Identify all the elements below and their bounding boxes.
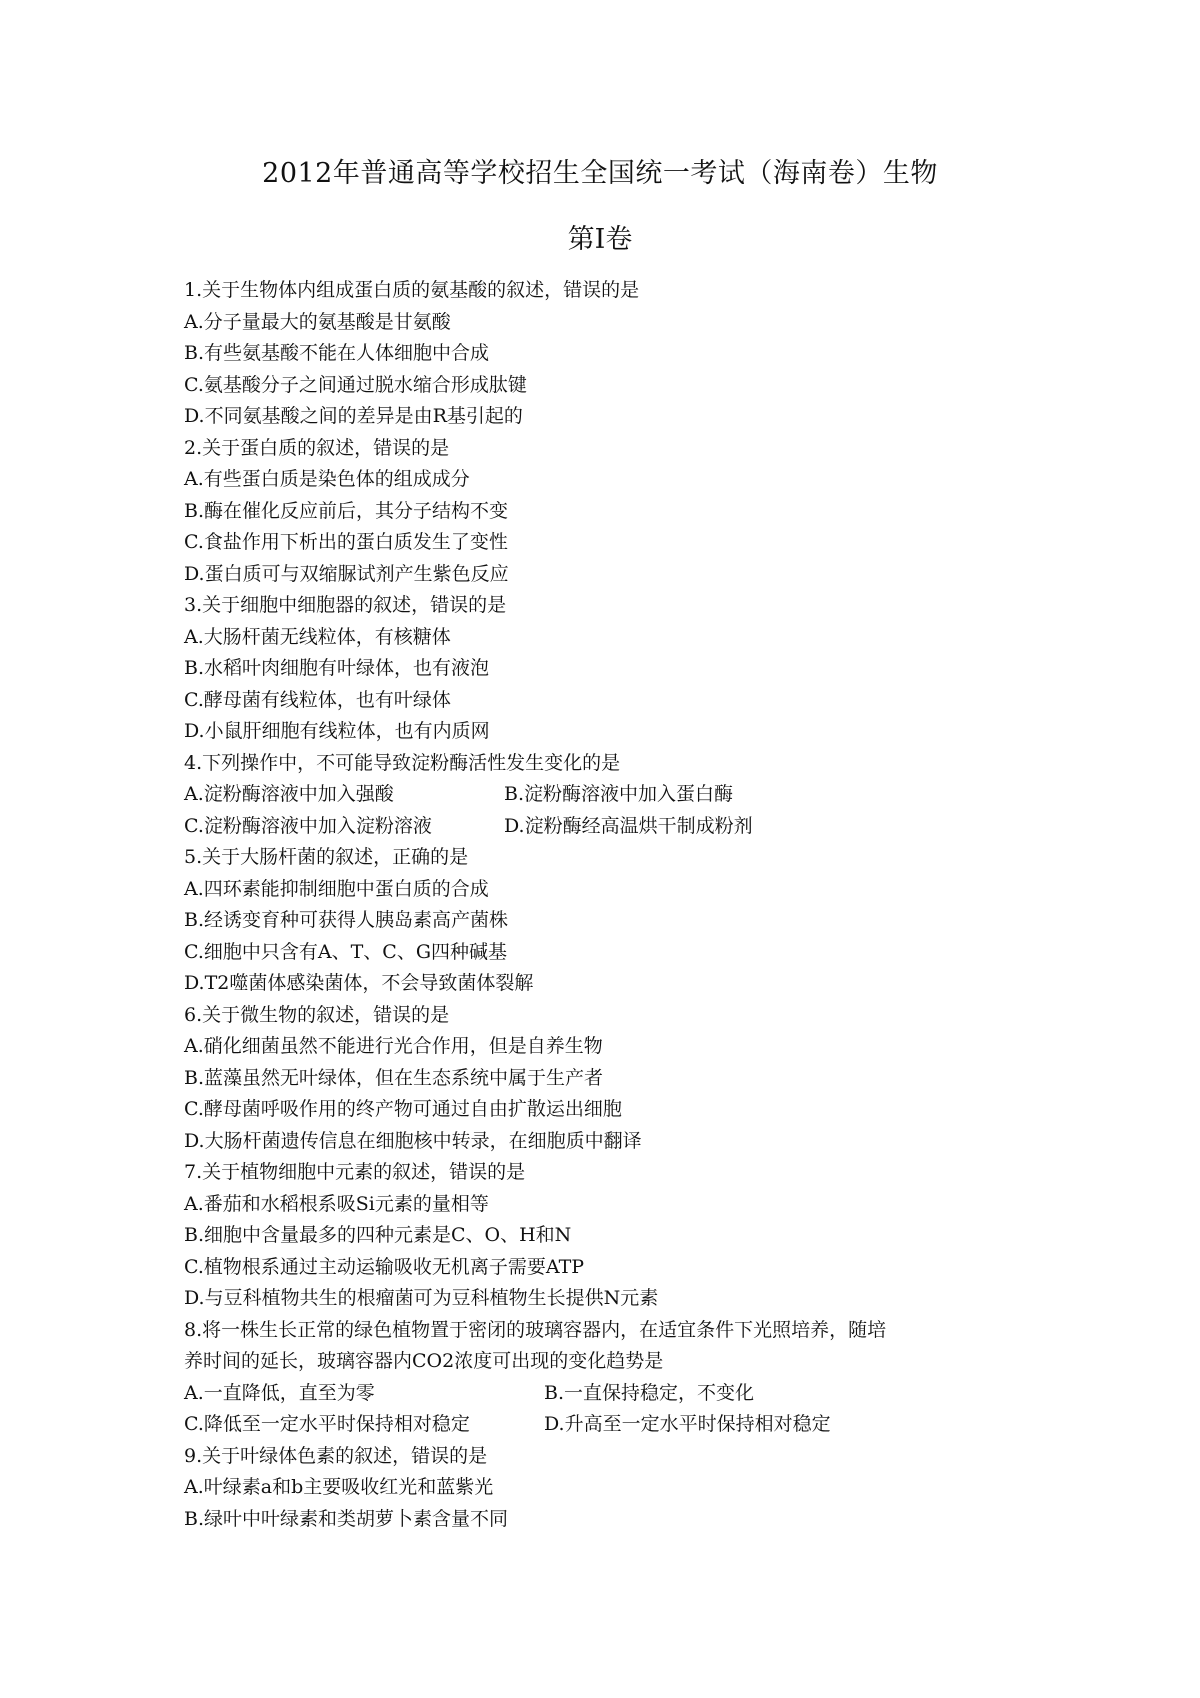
answer-option: C.降低至一定水平时保持相对稳定	[184, 1413, 470, 1435]
section-title: 第I卷	[567, 224, 633, 255]
answer-option: A.大肠杆菌无线粒体，有核糖体	[184, 625, 451, 648]
answer-option: D.小鼠肝细胞有线粒体，也有内质网	[184, 720, 490, 742]
question-stem: 4.下列操作中，不可能导致淀粉酶活性发生变化的是	[184, 751, 621, 774]
question-stem: 2.关于蛋白质的叙述，错误的是	[184, 436, 450, 459]
answer-option: D.淀粉酶经高温烘干制成粉剂	[504, 814, 753, 837]
question-stem-continued: 养时间的延长，玻璃容器内CO2浓度可出现的变化趋势是	[184, 1350, 664, 1372]
question-stem: 9.关于叶绿体色素的叙述，错误的是	[184, 1444, 488, 1467]
question-list	[184, 275, 1004, 1535]
answer-option: D.升高至一定水平时保持相对稳定	[544, 1413, 831, 1435]
answer-option: B.酶在催化反应前后，其分子结构不变	[184, 499, 509, 522]
page-title: 2012年普通高等学校招生全国统一考试（海南卷）生物	[262, 158, 938, 189]
answer-option: D.大肠杆菌遗传信息在细胞核中转录，在细胞质中翻译	[184, 1129, 642, 1152]
answer-option: B.淀粉酶溶液中加入蛋白酶	[504, 783, 734, 805]
question-stem: 5.关于大肠杆菌的叙述，正确的是	[184, 846, 469, 868]
answer-option: B.细胞中含量最多的四种元素是C、O、H和N	[184, 1224, 572, 1246]
answer-option: A.淀粉酶溶液中加入强酸	[184, 783, 394, 805]
answer-option: C.植物根系通过主动运输吸收无机离子需要ATP	[184, 1255, 585, 1278]
answer-option: D.与豆科植物共生的根瘤菌可为豆科植物生长提供N元素	[184, 1287, 659, 1309]
option-row	[184, 811, 1004, 843]
answer-option: A.一直降低，直至为零	[184, 1381, 375, 1404]
answer-option: B.一直保持稳定，不变化	[544, 1381, 755, 1404]
answer-option: A.四环素能抑制细胞中蛋白质的合成	[184, 877, 489, 900]
answer-option: D.蛋白质可与双缩脲试剂产生紫色反应	[184, 562, 509, 585]
option-row	[184, 779, 1004, 811]
answer-option: C.酵母菌有线粒体，也有叶绿体	[184, 688, 451, 711]
answer-option: D.不同氨基酸之间的差异是由R基引起的	[184, 405, 523, 427]
answer-option: C.淀粉酶溶液中加入淀粉溶液	[184, 814, 432, 837]
question-stem: 7.关于植物细胞中元素的叙述，错误的是	[184, 1161, 526, 1183]
answer-option: B.有些氨基酸不能在人体细胞中合成	[184, 342, 490, 364]
question-stem: 6.关于微生物的叙述，错误的是	[184, 1003, 450, 1026]
answer-option: B.蓝藻虽然无叶绿体，但在生态系统中属于生产者	[184, 1066, 604, 1089]
option-row	[184, 1378, 1004, 1410]
answer-option: C.氨基酸分子之间通过脱水缩合形成肽键	[184, 373, 527, 396]
answer-option: B.绿叶中叶绿素和类胡萝卜素含量不同	[184, 1507, 509, 1530]
answer-option: B.经诱变育种可获得人胰岛素高产菌株	[184, 909, 509, 931]
answer-option: C.细胞中只含有A、T、C、G四种碱基	[184, 940, 508, 963]
answer-option: C.食盐作用下析出的蛋白质发生了变性	[184, 531, 508, 553]
option-row	[184, 1409, 1004, 1441]
answer-option: A.番茄和水稻根系吸Si元素的量相等	[184, 1192, 489, 1215]
answer-option: B.水稻叶肉细胞有叶绿体，也有液泡	[184, 657, 490, 679]
question-stem: 3.关于细胞中细胞器的叙述，错误的是	[184, 594, 507, 616]
question-stem: 1.关于生物体内组成蛋白质的氨基酸的叙述，错误的是	[184, 279, 640, 301]
answer-option: A.有些蛋白质是染色体的组成成分	[184, 468, 470, 490]
question-stem: 8.将一株生长正常的绿色植物置于密闭的玻璃容器内，在适宜条件下光照培养，随培	[184, 1318, 887, 1341]
answer-option: A.硝化细菌虽然不能进行光合作用，但是自养生物	[184, 1035, 603, 1057]
answer-option: C.酵母菌呼吸作用的终产物可通过自由扩散运出细胞	[184, 1098, 622, 1120]
answer-option: D.T2噬菌体感染菌体，不会导致菌体裂解	[184, 972, 534, 994]
answer-option: A.分子量最大的氨基酸是甘氨酸	[184, 310, 451, 333]
answer-option: A.叶绿素a和b主要吸收红光和蓝紫光	[184, 1476, 494, 1498]
